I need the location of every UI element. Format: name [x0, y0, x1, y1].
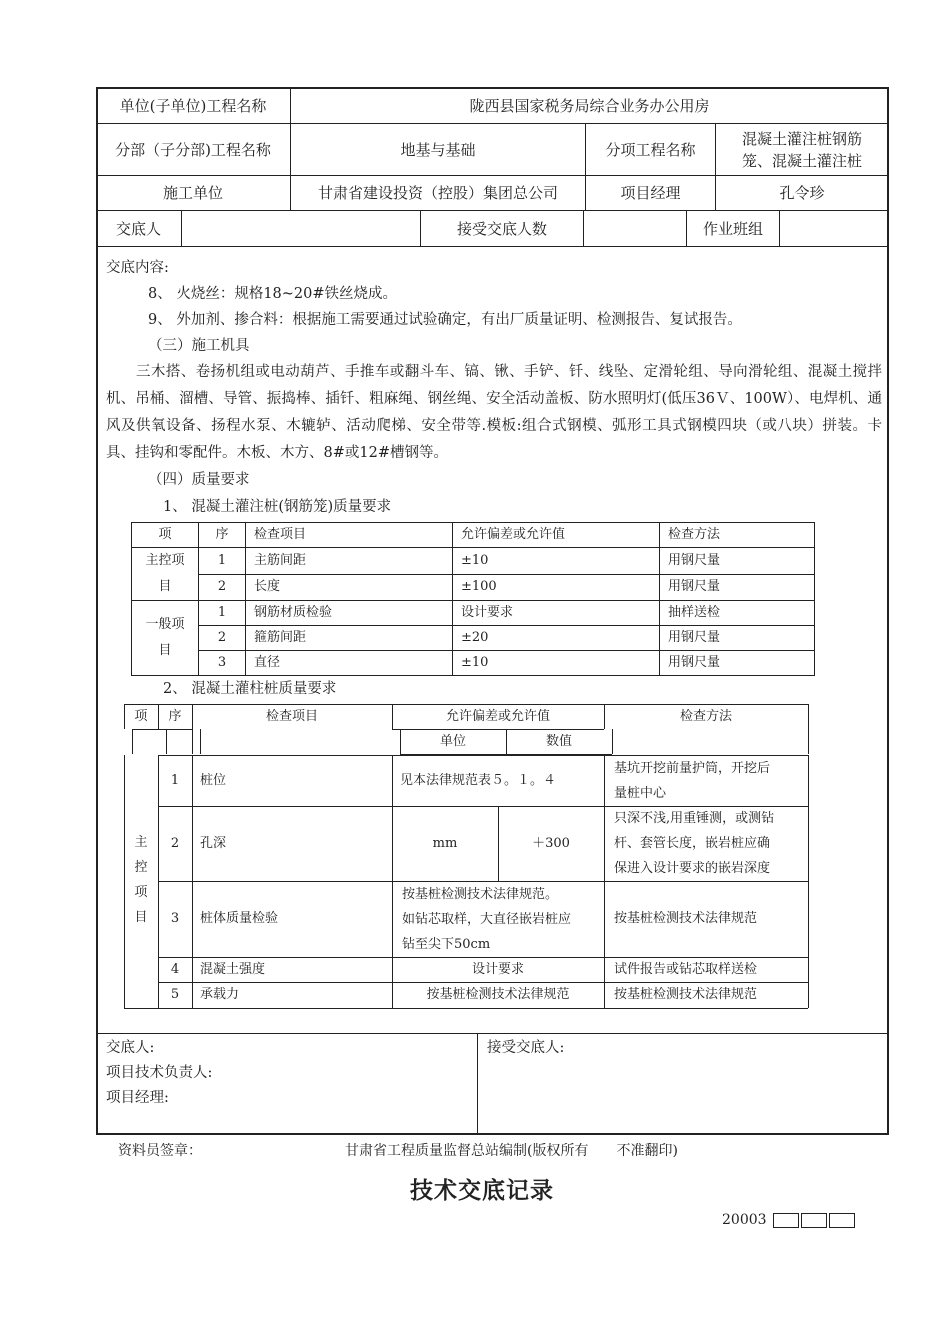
method-cell: 用钢尺量	[660, 574, 815, 601]
seq-cell: 5	[170, 987, 180, 1002]
method-cell: 用钢尺量	[660, 626, 815, 651]
presenter-field[interactable]	[182, 211, 420, 246]
code-box[interactable]	[801, 1213, 827, 1228]
sub-item-value-line: 混凝土灌注桩钢筋	[741, 129, 862, 148]
code-box[interactable]	[773, 1213, 799, 1228]
table-header: 项	[132, 523, 199, 548]
method-cell: 用钢尺量	[660, 548, 815, 575]
item-cell: 直径	[246, 651, 453, 676]
table-header: 单位	[439, 733, 466, 749]
group-cell: 一般项 目	[132, 601, 199, 676]
table-header: 序	[168, 708, 182, 724]
seq-cell: 3	[170, 911, 180, 926]
receiver-signature-label: 接受交底人:	[487, 1040, 565, 1056]
unit-project-label: 单位(子单位)工程名称	[119, 96, 267, 115]
unit-project-value: 陇西县国家税务局综合业务办公用房	[469, 96, 710, 115]
group-cell: 主控项 目	[132, 548, 199, 601]
subsection-2-heading: 2、 混凝土灌柱桩质量要求	[163, 681, 337, 697]
machinery-paragraph: 三木搭、卷扬机组或电动葫芦、手推车或翻斗车、镐、锹、手铲、钎、线坠、定滑轮组、导向滑轮组、混凝土搅拌机、吊桶、溜槽、导管、振捣棒、插钎、粗麻绳、钢丝绳、安全活动盖板、防水照明灯(低压36Ｖ、100W）、电焊机、通风及供氧设备、扬程水泵、木辘轳、活动爬梯、安全带等.模板:组合式钢模、弧形工具式钢模四块（或八块）拼装。卡具、挂钩和零配件。木板、木方、8#或12#槽钢等。	[106, 364, 882, 461]
tolerance-cell: 按基桩检测技术法律规范。 如钻芯取样，大直径嵌岩桩应 钻至尖下50cm	[402, 886, 572, 952]
seq-cell: 1	[199, 601, 246, 626]
tolerance-cell: 按基桩检测技术法律规范	[426, 987, 570, 1002]
work-team-field[interactable]	[780, 211, 888, 246]
section-4-heading: （四）质量要求	[148, 472, 250, 488]
table-row	[132, 651, 815, 676]
grid-line	[96, 246, 889, 247]
sub-item-label: 分项工程名称	[605, 140, 696, 159]
table-header: 序	[199, 523, 246, 548]
publisher-note: 甘肃省工程质量监督总站编制(版权所有 不准翻印)	[345, 1143, 678, 1159]
sub-item-value	[716, 124, 888, 175]
item-cell: 承载力	[200, 987, 240, 1002]
sub-division-label: 分部（子分部)工程名称	[115, 140, 271, 159]
receiver-count-label: 接受交底人数	[456, 219, 547, 238]
value-cell: ＋300	[532, 835, 570, 851]
group-cell: 主 控 项 目	[134, 835, 148, 925]
tolerance-cell: 见本法律规范表５。１。４	[400, 772, 557, 788]
sub-item-value-line: 笼、混凝土灌注桩	[741, 151, 862, 170]
table-header: 检查项目	[265, 708, 318, 724]
table-row	[132, 574, 815, 601]
tech-lead-signature-label: 项目技术负责人:	[106, 1065, 213, 1081]
item-9: 9、 外加剂、掺合料：根据施工需要通过试验确定，有出厂质量证明、检测报告、复试报告。	[148, 312, 742, 328]
item-cell: 桩位	[200, 772, 227, 788]
seq-cell: 3	[199, 651, 246, 676]
item-cell: 桩体质量检验	[200, 911, 279, 926]
table-row	[132, 626, 815, 651]
table-header: 项	[134, 708, 148, 724]
tolerance-cell: 设计要求	[453, 601, 660, 626]
construction-unit-label: 施工单位	[162, 184, 223, 202]
presenter-signature-label: 交底人:	[106, 1040, 155, 1056]
tolerance-cell: ±20	[453, 626, 660, 651]
next-page-title: 技术交底记录	[410, 1178, 554, 1204]
item-cell: 孔深	[200, 835, 227, 851]
seq-cell: 2	[199, 574, 246, 601]
method-cell: 抽样送检	[660, 601, 815, 626]
unit-cell: mm	[432, 835, 458, 851]
item-cell: 钢筋材质检验	[246, 601, 453, 626]
project-manager-value: 孔令珍	[779, 184, 825, 202]
presenter-label: 交底人	[115, 219, 161, 238]
rebar-cage-quality-table	[131, 522, 815, 676]
clerk-signature-label: 资料员签章：	[118, 1143, 202, 1159]
seq-cell: 1	[170, 772, 180, 788]
sub-division-value: 地基与基础	[400, 140, 476, 159]
item-cell: 主筋间距	[246, 548, 453, 575]
seq-cell: 2	[199, 626, 246, 651]
table-header: 数值	[545, 733, 572, 749]
method-cell: 按基桩检测技术法律规范	[614, 911, 758, 926]
work-team-label: 作业班组	[702, 219, 763, 238]
seq-cell: 1	[199, 548, 246, 575]
table-header: 检查项目	[246, 523, 453, 548]
form-code-text: 20003	[722, 1212, 767, 1228]
method-cell: 基坑开挖前量护筒，开挖后 量桩中心	[614, 760, 771, 801]
item-cell: 箍筋间距	[246, 626, 453, 651]
method-cell: 按基桩检测技术法律规范	[614, 987, 758, 1002]
subsection-1-heading: 1、 混凝土灌注桩(钢筋笼)质量要求	[163, 499, 392, 515]
receiver-count-field[interactable]	[584, 211, 686, 246]
content-heading: 交底内容:	[106, 260, 169, 276]
construction-unit-value: 甘肃省建设投资（控股）集团总公司	[317, 184, 558, 202]
project-manager-label: 项目经理	[620, 184, 681, 202]
item-cell: 混凝土强度	[200, 961, 266, 977]
grid-line	[477, 1033, 478, 1134]
seq-cell: 4	[170, 961, 180, 977]
method-cell: 只深不浅,用重锤测，或测钻 杆、套管长度，嵌岩桩应确 保进入设计要求的嵌岩深度	[614, 811, 775, 876]
form-code	[722, 1212, 855, 1228]
tolerance-cell: ±100	[453, 574, 660, 601]
table-header: 允许偏差或允许值	[445, 708, 550, 724]
seq-cell: 2	[170, 835, 180, 851]
table-header: 检查方法	[679, 708, 732, 724]
table-row	[132, 548, 815, 575]
table-header: 检查方法	[660, 523, 815, 548]
grid-line	[96, 1033, 889, 1034]
table-header: 允许偏差或允许值	[453, 523, 660, 548]
section-3-heading: （三）施工机具	[148, 338, 250, 354]
manager-signature-label: 项目经理:	[106, 1090, 169, 1106]
code-box[interactable]	[829, 1213, 855, 1228]
item-cell: 长度	[246, 574, 453, 601]
tolerance-cell: 设计要求	[471, 961, 524, 977]
method-cell: 用钢尺量	[660, 651, 815, 676]
table-row	[132, 601, 815, 626]
method-cell: 试件报告或钻芯取样送检	[614, 961, 758, 977]
tolerance-cell: ±10	[453, 548, 660, 575]
item-8: 8、 火烧丝：规格18~20#铁丝烧成。	[148, 286, 398, 302]
tolerance-cell: ±10	[453, 651, 660, 676]
